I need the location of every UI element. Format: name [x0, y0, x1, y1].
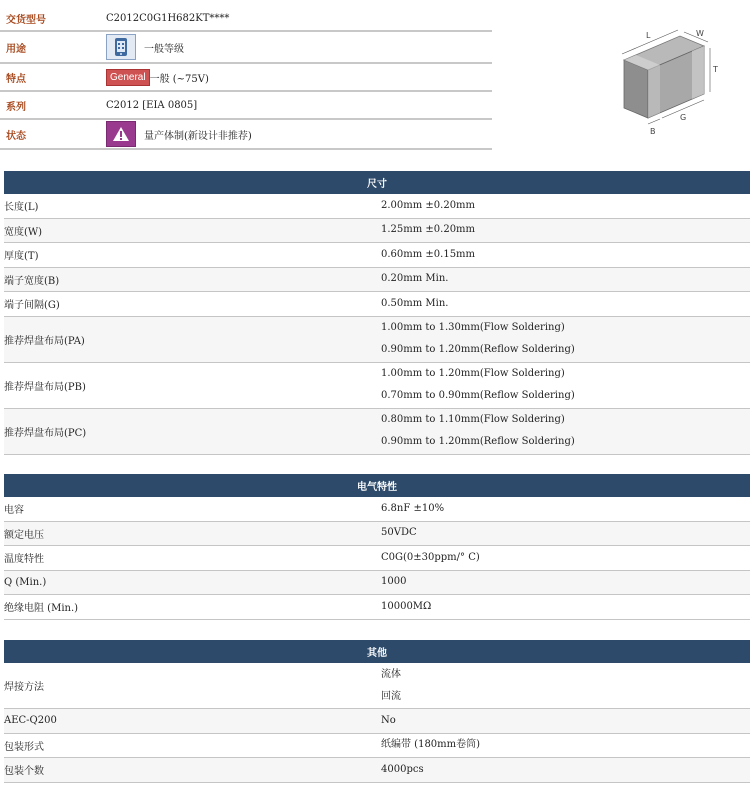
label-G: G	[680, 113, 687, 122]
label-W: W	[696, 29, 704, 38]
table-row: 包装形式 纸编带 (180mm卷筒)	[4, 734, 750, 759]
info-row-status	[0, 120, 492, 150]
table-row: 绝缘电阻 (Min.) 10000MΩ	[4, 595, 750, 620]
table-row: 端子宽度(B) 0.20mm Min.	[4, 268, 750, 293]
section-header: 其他	[4, 640, 750, 663]
info-label: 用途	[6, 43, 26, 55]
part-number: C2012C0G1H682KT****	[106, 12, 230, 24]
table-row: 宽度(W) 1.25mm ±0.20mm	[4, 219, 750, 244]
info-label: 状态	[6, 130, 26, 142]
status-value: 量产体制(新设计非推荐)	[144, 130, 252, 142]
label-L: L	[646, 31, 651, 40]
info-row-series	[0, 92, 492, 120]
capacitor-illustration	[600, 24, 730, 140]
feature-value: 一般 (~75V)	[149, 73, 209, 85]
info-row-application	[0, 32, 492, 64]
table-row: 推荐焊盘布局(PB) 1.00mm to 1.20mm(Flow Soldering) 0.70mm to 0.90mm(Reflow Soldering)	[4, 363, 750, 409]
table-row: 温度特性 C0G(0±30ppm/° C)	[4, 546, 750, 571]
label-T: T	[713, 65, 718, 74]
section-header: 尺寸	[4, 171, 750, 194]
table-row: 厚度(T) 0.60mm ±0.15mm	[4, 243, 750, 268]
section-header: 电气特性	[4, 474, 750, 497]
table-row: 电容 6.8nF ±10%	[4, 497, 750, 522]
general-badge: General	[106, 69, 150, 86]
table-row: 端子间隔(G) 0.50mm Min.	[4, 292, 750, 317]
product-info	[0, 6, 492, 150]
table-row: 推荐焊盘布局(PC) 0.80mm to 1.10mm(Flow Soldering) 0.90mm to 1.20mm(Reflow Soldering)	[4, 409, 750, 455]
application-value: 一般等级	[144, 43, 184, 55]
info-row-feature	[0, 64, 492, 92]
other-table	[4, 640, 750, 783]
table-row: 包装个数 4000pcs	[4, 758, 750, 783]
table-row: 推荐焊盘布局(PA) 1.00mm to 1.30mm(Flow Soldering) 0.90mm to 1.20mm(Reflow Soldering)	[4, 317, 750, 363]
table-row: 焊接方法 流体 回流	[4, 663, 750, 709]
info-label: 系列	[6, 101, 26, 113]
table-row: 额定电压 50VDC	[4, 522, 750, 547]
warning-icon	[106, 121, 136, 147]
series-value: C2012 [EIA 0805]	[106, 99, 198, 111]
info-label: 特点	[6, 73, 26, 85]
label-B: B	[650, 127, 656, 136]
table-row: Q (Min.) 1000	[4, 571, 750, 596]
info-label: 交货型号	[6, 14, 46, 26]
table-row: 长度(L) 2.00mm ±0.20mm	[4, 194, 750, 219]
smartphone-icon	[106, 34, 136, 60]
info-row-part-number	[0, 6, 492, 32]
table-row: AEC-Q200 No	[4, 709, 750, 734]
dimensions-table	[4, 171, 750, 455]
electrical-table	[4, 474, 750, 620]
